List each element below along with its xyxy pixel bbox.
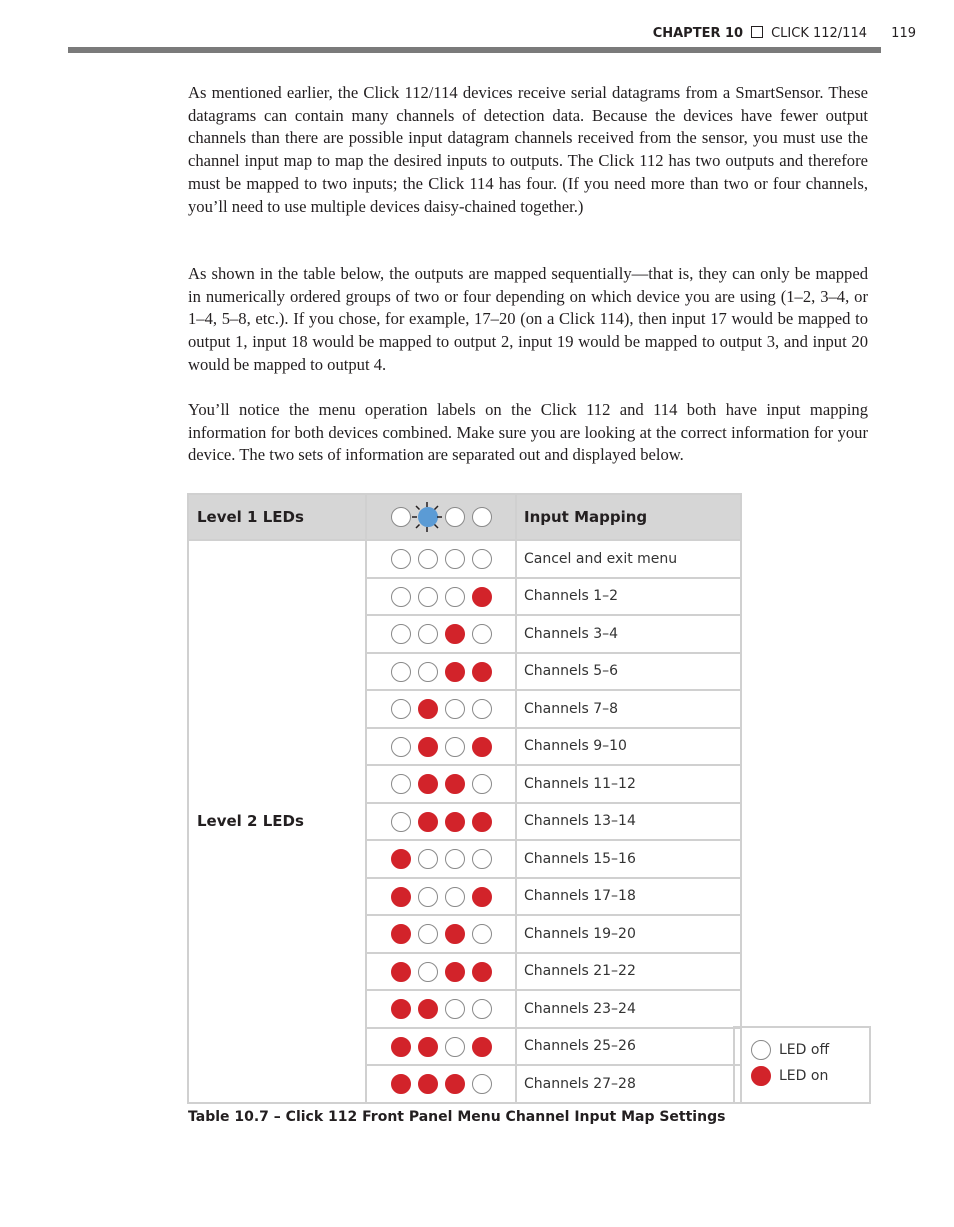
led-off-icon bbox=[445, 699, 465, 719]
level2-leds bbox=[366, 1065, 516, 1103]
led-on-icon bbox=[472, 812, 492, 832]
table-row bbox=[188, 540, 741, 578]
mapping-cell: Channels 19–20 bbox=[516, 915, 741, 953]
level2-leds bbox=[366, 540, 516, 578]
led-on-icon bbox=[445, 774, 465, 794]
level2-leds bbox=[366, 578, 516, 616]
level2-leds bbox=[366, 690, 516, 728]
led-group bbox=[391, 662, 492, 682]
level2-leds bbox=[366, 653, 516, 691]
mapping-cell: Channels 17–18 bbox=[516, 878, 741, 916]
mapping-cell: Channels 9–10 bbox=[516, 728, 741, 766]
section-label: CLICK 112/114 bbox=[771, 26, 867, 41]
mapping-cell: Cancel and exit menu bbox=[516, 540, 741, 578]
led-on-icon bbox=[751, 1066, 771, 1086]
led-on-icon bbox=[418, 774, 438, 794]
led-on-icon bbox=[418, 812, 438, 832]
led-on-icon bbox=[472, 737, 492, 757]
led-off-icon bbox=[472, 1074, 492, 1094]
led-on-icon bbox=[391, 887, 411, 907]
led-group bbox=[391, 887, 492, 907]
mapping-cell: Channels 21–22 bbox=[516, 953, 741, 991]
led-on-icon bbox=[418, 699, 438, 719]
led-off-icon bbox=[418, 587, 438, 607]
led-group bbox=[391, 737, 492, 757]
level1-leds bbox=[366, 494, 516, 540]
led-on-icon bbox=[472, 587, 492, 607]
led-off-icon bbox=[472, 507, 492, 527]
led-off-icon bbox=[391, 587, 411, 607]
led-on-icon bbox=[391, 999, 411, 1019]
led-off-icon bbox=[445, 999, 465, 1019]
led-off-icon bbox=[445, 887, 465, 907]
led-off-icon bbox=[472, 849, 492, 869]
led-on-icon bbox=[391, 962, 411, 982]
led-on-icon bbox=[445, 624, 465, 644]
led-group bbox=[391, 924, 492, 944]
led-group bbox=[391, 812, 492, 832]
mapping-cell: Channels 15–16 bbox=[516, 840, 741, 878]
led-blinking-icon bbox=[418, 507, 438, 527]
led-off-icon bbox=[391, 812, 411, 832]
led-off-icon bbox=[391, 774, 411, 794]
level2-leds bbox=[366, 915, 516, 953]
header-rule bbox=[68, 47, 881, 53]
mapping-cell: Channels 25–26 bbox=[516, 1028, 741, 1066]
led-off-icon bbox=[445, 737, 465, 757]
mapping-cell: Channels 7–8 bbox=[516, 690, 741, 728]
led-group bbox=[391, 962, 492, 982]
blink-rays-icon bbox=[412, 502, 442, 532]
separator-box-icon bbox=[751, 26, 763, 38]
led-on-icon bbox=[391, 1074, 411, 1094]
led-off-icon bbox=[445, 507, 465, 527]
led-group bbox=[391, 849, 492, 869]
level2-leds bbox=[366, 615, 516, 653]
led-group bbox=[391, 699, 492, 719]
level2-label: Level 2 LEDs bbox=[188, 540, 366, 1103]
led-off-icon bbox=[391, 624, 411, 644]
mapping-cell: Channels 3–4 bbox=[516, 615, 741, 653]
led-off-icon bbox=[391, 699, 411, 719]
led-on-icon bbox=[391, 1037, 411, 1057]
paragraph-1: As mentioned earlier, the Click 112/114 devices receive serial datagrams from a SmartSensor. These datagrams can contain many channels of detection data. Because the devices have fewer output channels than there are possible input datagram channels received from the sensor, you must use the channel input map to map the desired inputs to outputs. The Click 112 has two outputs and therefore must be mapped to two inputs; the Click 114 has four. (If you need more than two or four channels, you’ll need to use multiple devices daisy-chained together.) bbox=[188, 83, 868, 216]
table-caption: Table 10.7 – Click 112 Front Panel Menu Channel Input Map Settings bbox=[188, 1109, 726, 1125]
level2-leds bbox=[366, 953, 516, 991]
led-off-icon bbox=[418, 662, 438, 682]
led-off-icon bbox=[472, 624, 492, 644]
led-off-icon bbox=[418, 962, 438, 982]
level2-leds bbox=[366, 765, 516, 803]
level2-leds bbox=[366, 1028, 516, 1066]
mapping-cell: Channels 5–6 bbox=[516, 653, 741, 691]
led-group bbox=[391, 507, 492, 527]
led-on-icon bbox=[391, 849, 411, 869]
led-on-icon bbox=[472, 962, 492, 982]
led-on-icon bbox=[418, 1074, 438, 1094]
led-off-icon bbox=[418, 924, 438, 944]
led-off-icon bbox=[472, 924, 492, 944]
level2-leds bbox=[366, 803, 516, 841]
level2-leds bbox=[366, 990, 516, 1028]
led-off-icon bbox=[391, 507, 411, 527]
led-off-icon bbox=[445, 849, 465, 869]
paragraph-2: As shown in the table below, the outputs are mapped sequentially—that is, they can only be mapped in numerically ordered groups of two or four depending on which device you are using (1–2, 3–4, or 1–4, 5–8, etc.). If you chose, for example, 17–20 (on a Click 114), then input 17 would be mapped to output 1, input 18 would be mapped to output 2, input 19 would be mapped to output 3, and input 20 would be mapped to output 4. bbox=[188, 264, 868, 374]
led-on-icon bbox=[445, 812, 465, 832]
mapping-cell: Channels 1–2 bbox=[516, 578, 741, 616]
led-off-icon bbox=[445, 1037, 465, 1057]
chapter-label: CHAPTER 10 bbox=[652, 26, 744, 41]
led-off-icon bbox=[445, 549, 465, 569]
led-on-icon bbox=[418, 737, 438, 757]
led-group bbox=[391, 624, 492, 644]
led-group bbox=[391, 774, 492, 794]
level2-leds bbox=[366, 878, 516, 916]
paragraph-3: You’ll notice the menu operation labels on the Click 112 and 114 both have input mapping information for both devices combined. Make sure you are looking at the correct information for your device. The two sets of information are separated out and displayed below. bbox=[188, 400, 868, 465]
mapping-cell: Channels 27–28 bbox=[516, 1065, 741, 1103]
led-on-icon bbox=[445, 924, 465, 944]
led-off-icon bbox=[751, 1040, 771, 1060]
table-header-row bbox=[188, 494, 741, 540]
page-number: 119 bbox=[891, 26, 916, 41]
legend-off-label: LED off bbox=[779, 1042, 830, 1058]
led-off-icon bbox=[472, 699, 492, 719]
led-group bbox=[391, 587, 492, 607]
led-on-icon bbox=[445, 662, 465, 682]
led-off-icon bbox=[391, 549, 411, 569]
led-on-icon bbox=[391, 924, 411, 944]
led-on-icon bbox=[418, 1037, 438, 1057]
led-group bbox=[391, 1037, 492, 1057]
led-off-icon bbox=[472, 774, 492, 794]
level2-leds bbox=[366, 728, 516, 766]
led-group bbox=[391, 999, 492, 1019]
led-on-icon bbox=[445, 1074, 465, 1094]
led-legend bbox=[733, 1026, 871, 1104]
level1-header: Level 1 LEDs bbox=[188, 494, 366, 540]
led-off-icon bbox=[445, 587, 465, 607]
legend-off bbox=[751, 1040, 829, 1060]
mapping-header: Input Mapping bbox=[516, 494, 741, 540]
led-on-icon bbox=[418, 999, 438, 1019]
led-off-icon bbox=[418, 624, 438, 644]
led-off-icon bbox=[418, 849, 438, 869]
led-off-icon bbox=[472, 999, 492, 1019]
mapping-cell: Channels 13–14 bbox=[516, 803, 741, 841]
led-on-icon bbox=[472, 662, 492, 682]
level2-leds bbox=[366, 840, 516, 878]
led-on-icon bbox=[472, 887, 492, 907]
led-on-icon bbox=[445, 962, 465, 982]
led-off-icon bbox=[472, 549, 492, 569]
led-group bbox=[391, 549, 492, 569]
led-group bbox=[391, 1074, 492, 1094]
led-on-icon bbox=[472, 1037, 492, 1057]
running-head bbox=[653, 26, 867, 41]
led-off-icon bbox=[391, 737, 411, 757]
led-off-icon bbox=[418, 549, 438, 569]
legend-on-label: LED on bbox=[779, 1068, 829, 1084]
legend-on bbox=[751, 1066, 828, 1086]
mapping-cell: Channels 11–12 bbox=[516, 765, 741, 803]
mapping-cell: Channels 23–24 bbox=[516, 990, 741, 1028]
led-off-icon bbox=[418, 887, 438, 907]
led-off-icon bbox=[391, 662, 411, 682]
channel-input-map-table bbox=[187, 493, 742, 1104]
